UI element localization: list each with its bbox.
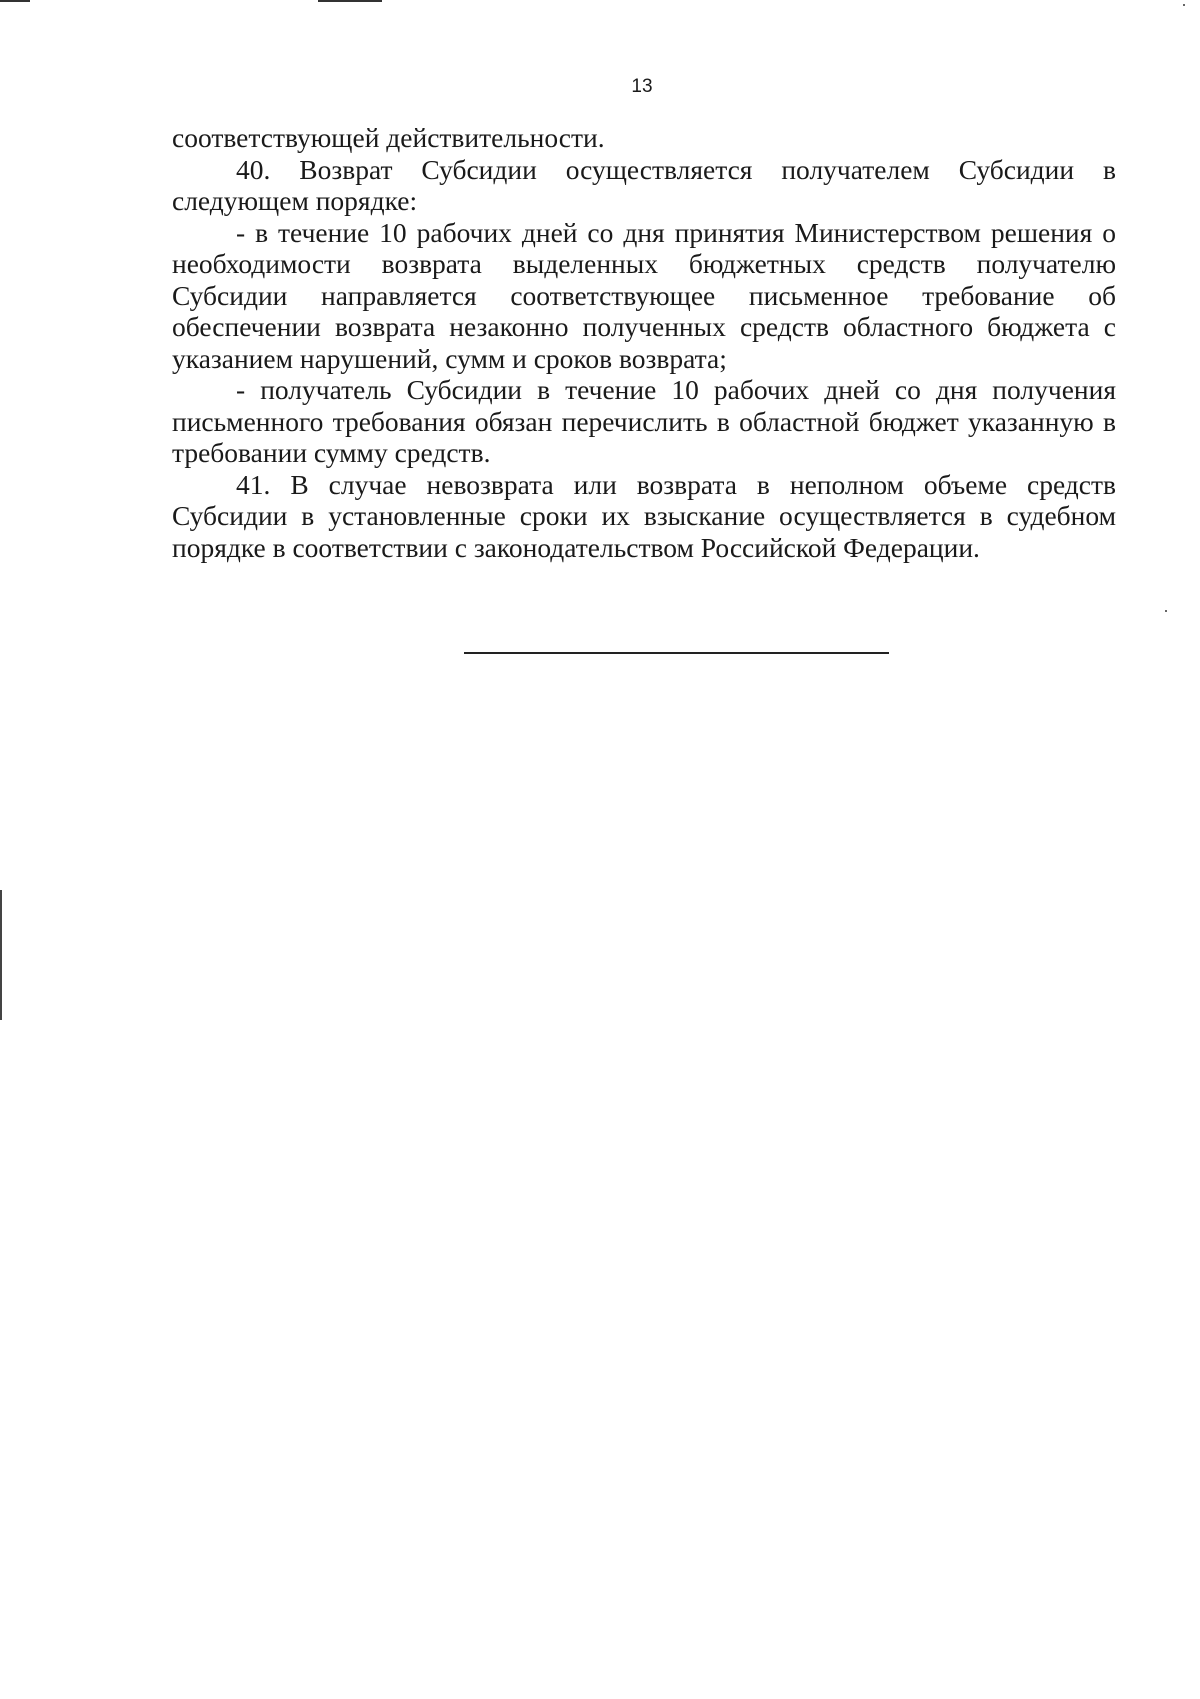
paragraph-item-40: 40. Возврат Субсидии осуществляется получателем Субсидии в следующем порядке: bbox=[172, 153, 1116, 216]
paragraph-bullet-demand: - в течение 10 рабочих дней со дня принятия Министерством решения о необходимости возврата выделенных бюджетных средств получателю Субсидии направляется соответствующее письменное требование об обеспечении возврата незаконно полученных средств областного бюджета с указанием нарушений, сумм и сроков возврата; bbox=[172, 216, 1116, 374]
paragraph-item-41: 41. В случае невозврата или возврата в неполном объеме средств Субсидии в установленные сроки их взыскание осуществляется в судебном порядке в соответствии с законодательством Российской Федерации. bbox=[172, 468, 1116, 563]
page-number: 13 bbox=[631, 76, 653, 97]
paragraph-continuation: соответствующей действительности. bbox=[172, 122, 605, 153]
scan-artifact-dot bbox=[1183, 4, 1185, 6]
closing-rule bbox=[464, 652, 889, 654]
scan-artifact-left-edge bbox=[0, 890, 2, 1020]
document-body bbox=[172, 122, 1116, 563]
scan-artifact-dot bbox=[1165, 610, 1167, 612]
scan-artifact-top-left bbox=[0, 0, 30, 2]
scan-artifact-top-mid bbox=[318, 0, 382, 2]
paragraph-bullet-transfer: - получатель Субсидии в течение 10 рабочих дней со дня получения письменного требования обязан перечислить в областной бюджет указанную в требовании сумму средств. bbox=[172, 374, 1116, 468]
